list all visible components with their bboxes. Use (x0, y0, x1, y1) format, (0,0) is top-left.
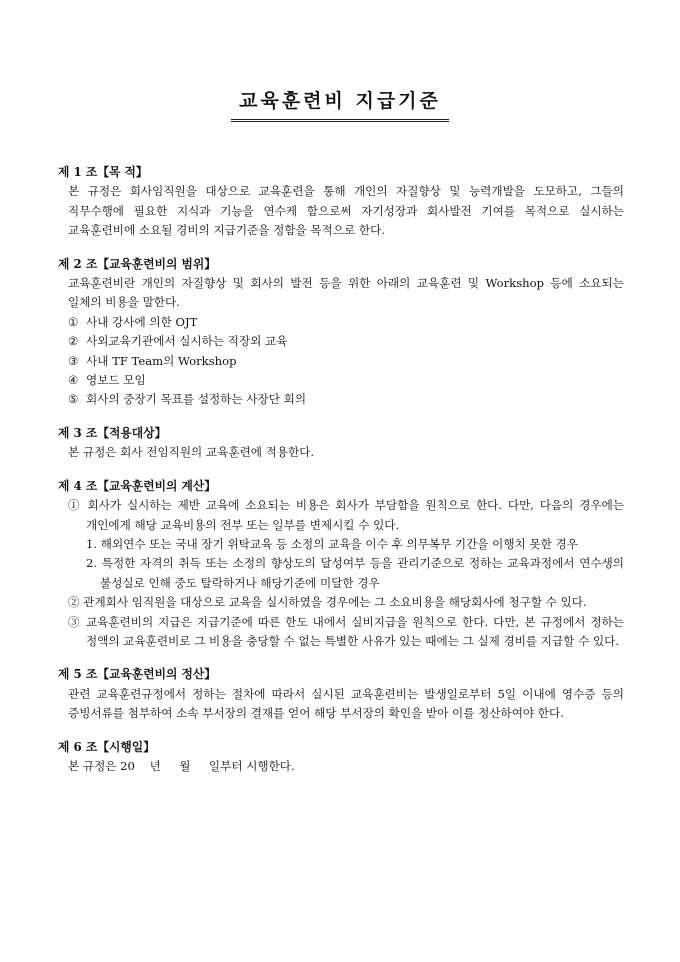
item-number: ① (68, 314, 79, 329)
article-3 (58, 424, 624, 463)
list-item (58, 390, 624, 409)
title-block (0, 86, 680, 122)
article-5 (58, 665, 624, 723)
article-heading: 제 1 조【목 적】 (58, 165, 148, 179)
article-2 (58, 255, 624, 410)
item-number: ④ (68, 373, 79, 388)
clause-3: ③ 교육훈련비의 지급은 지급기준에 따른 한도 내에서 실비지급을 원칙으로 한다. 다만, 본 규정에서 정하는 정액의 교육훈련비로 그 비용을 충당할 수 없는 특별한 사유가 있는 때에는 그 실제 경비를 지급할 수 있다. (68, 614, 624, 648)
document-body (58, 163, 624, 790)
document-title: 교육훈련비 지급기준 (231, 86, 449, 122)
article-heading: 제 6 조【시행일】 (58, 739, 155, 754)
list-item (58, 352, 624, 371)
clause-2: ② 관계회사 임직원을 대상으로 교육을 실시하였을 경우에는 그 소요비용을 해당회사에 청구할 수 있다. (68, 595, 587, 610)
item-number: ③ (68, 353, 79, 368)
item-number: ⑤ (68, 392, 79, 407)
article-4 (58, 477, 624, 652)
article-text: 본 규정은 회사 전임직원의 교육훈련에 적용한다. (68, 445, 315, 460)
article-heading: 제 4 조【교육훈련비의 계산】 (58, 478, 217, 493)
item-text: 회사의 중장기 목표를 설정하는 사장단 회의 (86, 392, 307, 407)
clause-1: ① 회사가 실시하는 제반 교육에 소요되는 비용은 회사가 부담함을 원칙으로 한다. 다만, 다음의 경우에는 개인에게 해당 교육비용의 전부 또는 일부를 변제시킬 수 있다. (68, 498, 624, 532)
article-text: 본 규정은 회사임직원을 대상으로 교육훈련을 통해 개인의 자질향상 및 능력개발을 도모하고, 그들의 직무수행에 필요한 지식과 기능을 연수케 함으로써 자기성장과 회사발전 기여를 목적으로 실시하는 교육훈련비에 소요될 경비의 지급기준을 정함을 목적으로 한다. (68, 184, 624, 238)
item-text: 영보드 모임 (86, 373, 146, 388)
article-6 (58, 738, 624, 777)
subclause-2: 2. 특정한 자격의 취득 또는 소정의 향상도의 달성여부 등을 관리기준으로 정하는 교육과정에서 연수생의 불성실로 인해 중도 탈락하거나 해당기준에 미달한 경우 (86, 556, 624, 590)
list-item (58, 371, 624, 390)
article-text: 본 규정은 20 년 월 일부터 시행한다. (68, 758, 295, 773)
subclause-1: 1. 해외연수 또는 국내 장기 위탁교육 등 소정의 교육을 이수 후 의무복무 기간을 이행치 못한 경우 (86, 536, 578, 551)
item-text: 사외교육기관에서 실시하는 직장외 교육 (86, 334, 288, 349)
article-text: 관련 교육훈련규정에서 정하는 절차에 따라서 실시된 교육훈련비는 발생일로부터 5일 이내에 영수증 등의 증빙서류를 첨부하여 소속 부서장의 결재를 얻어 해당 부서장의 확인을 받아 이를 정산하여야 한다. (68, 686, 624, 721)
article-1 (58, 163, 624, 241)
article-heading: 제 2 조【교육훈련비의 범위】 (58, 256, 217, 271)
item-text: 사내 강사에 의한 OJT (86, 314, 198, 329)
item-number: ② (68, 334, 79, 349)
list-item (58, 332, 624, 351)
list-item (58, 313, 624, 332)
article-heading: 제 5 조【교육훈련비의 정산】 (58, 667, 217, 682)
article-text: 교육훈련비란 개인의 자질향상 및 회사의 발전 등을 위한 아래의 교육훈련 및 Workshop 등에 소요되는 일체의 비용을 말한다. (68, 276, 624, 310)
article-heading: 제 3 조【적용대상】 (58, 425, 167, 440)
item-text: 사내 TF Team의 Workshop (86, 353, 237, 368)
